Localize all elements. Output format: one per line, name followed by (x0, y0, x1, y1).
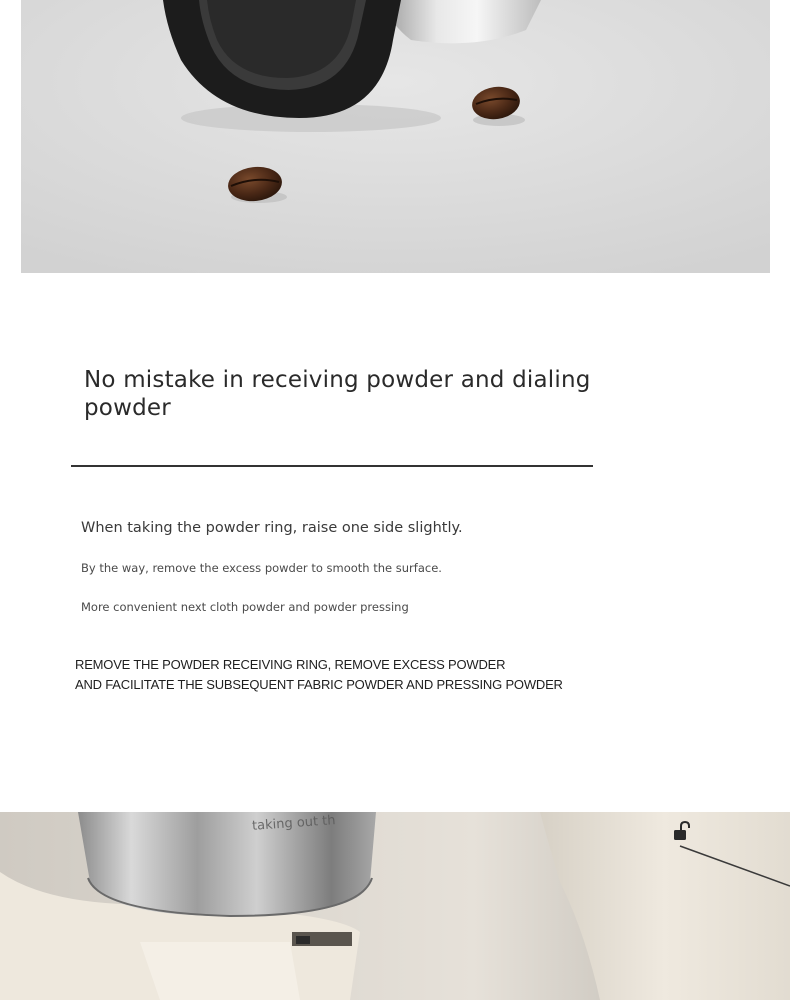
grinder-illustration (0, 812, 790, 1000)
caption-caps-line-1: REMOVE THE POWDER RECEIVING RING, REMOVE EXCESS POWDER (75, 657, 506, 672)
product-photo-grinder (0, 812, 790, 1000)
etched-cup-text: taking out th (251, 813, 337, 834)
section-heading: No mistake in receiving powder and dialing powder (84, 367, 591, 421)
description-line-2: More convenient next cloth powder and powder pressing (81, 600, 409, 614)
section-divider (71, 465, 593, 467)
description-line-1: By the way, remove the excess powder to smooth the surface. (81, 561, 442, 575)
dosing-ring-illustration (21, 0, 770, 273)
product-photo-dosing-ring (21, 0, 770, 273)
caption-caps-line-2: AND FACILITATE THE SUBSEQUENT FABRIC POWDER AND PRESSING POWDER (75, 677, 563, 692)
description-main: When taking the powder ring, raise one side slightly. (81, 520, 463, 536)
